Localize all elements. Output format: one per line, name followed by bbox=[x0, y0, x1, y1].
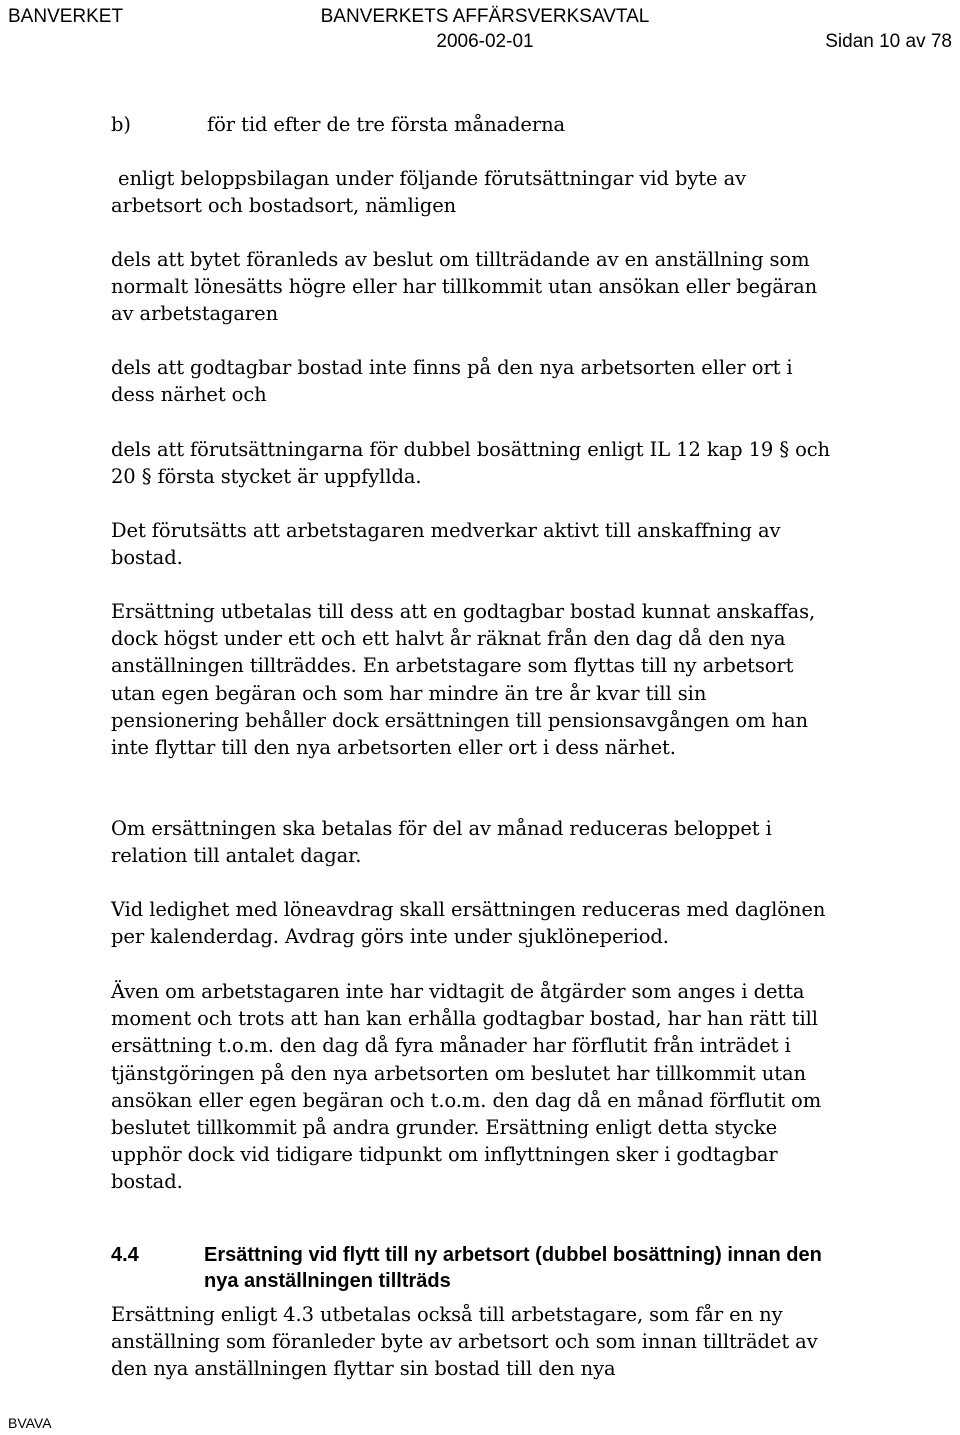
page-header bbox=[8, 4, 952, 54]
list-item-text: för tid efter de tre första månaderna bbox=[207, 113, 566, 136]
paragraph-text: Ersättning utbetalas till dess att en godtagbar bostad kunnat anskaffas, dock högst under ett och ett halvt år räknat från den dag då den nya anställningen tillträddes. En arbetstagare som flyttas till ny arbetsort utan egen begäran och som har mindre än tre år kvar till sin pensionering behåller dock ersättningen till pensionsavgången om han inte flyttar till den nya arbetsorten eller ort i dess närhet. bbox=[111, 600, 816, 760]
header-title: BANVERKETS AFFÄRSVERKSAVTAL bbox=[320, 6, 650, 27]
paragraph-4 bbox=[111, 436, 831, 490]
paragraph-2 bbox=[111, 246, 831, 328]
paragraph-text: Ersättning enligt 4.3 utbetalas också till arbetstagare, som får en ny anställning som föranleder byte av arbetsort och som innan tillträdet av den nya anställningen flyttar sin bostad till den nya bbox=[111, 1303, 818, 1381]
list-item-label: b) bbox=[111, 113, 131, 136]
header-org: BANVERKET bbox=[8, 6, 124, 27]
list-item-b bbox=[111, 111, 831, 138]
page-footer bbox=[8, 1414, 52, 1432]
paragraph-1 bbox=[111, 165, 831, 219]
paragraph-text: Om ersättningen ska betalas för del av månad reduceras beloppet i relation till antalet dagar. bbox=[111, 817, 772, 868]
paragraph-5 bbox=[111, 517, 831, 571]
header-date: 2006-02-01 bbox=[436, 31, 534, 52]
header-center bbox=[285, 4, 685, 54]
paragraph-text: Vid ledighet med löneavdrag skall ersättningen reduceras med daglönen per kalenderdag. Avdrag görs inte under sjuklöneperiod. bbox=[111, 898, 826, 949]
paragraph-text: enligt beloppsbilagan under följande förutsättningar vid byte av arbetsort och bostadsort, nämligen bbox=[111, 167, 747, 218]
paragraph-3 bbox=[111, 354, 831, 408]
paragraph-9 bbox=[111, 978, 831, 1196]
section-paragraph bbox=[111, 1301, 831, 1383]
paragraph-6 bbox=[111, 598, 831, 761]
paragraph-text: dels att godtagbar bostad inte finns på den nya arbetsorten eller ort i dess närhet och bbox=[111, 356, 793, 407]
section-number: 4.4 bbox=[111, 1244, 139, 1266]
header-page-number: Sidan 10 av 78 bbox=[825, 31, 952, 52]
footer-label: BVAVA bbox=[8, 1415, 52, 1431]
paragraph-7 bbox=[111, 815, 831, 869]
paragraph-text: Även om arbetstagaren inte har vidtagit de åtgärder som anges i detta moment och trots att han kan erhålla godtagbar bostad, har han rätt till ersättning t.o.m. den dag då fyra månader har förflutit från inträdet i tjänstgöringen på den nya arbetsorten om beslutet har tillkommit utan ansökan eller egen begäran och t.o.m. den dag då en månad förflutit om beslutet tillkommit på andra grunder. Ersättning enligt detta stycke upphör dock vid tidigare tidpunkt om inflyttningen sker i godtagbar bostad. bbox=[111, 980, 822, 1194]
paragraph-8 bbox=[111, 896, 831, 950]
paragraph-text: dels att bytet föranleds av beslut om tillträdande av en anställning som normalt lönesätts högre eller har tillkommit utan ansökan eller begäran av arbetstagaren bbox=[111, 248, 818, 326]
paragraph-text: Det förutsätts att arbetstagaren medverkar aktivt till anskaffning av bostad. bbox=[111, 519, 781, 570]
section-title: Ersättning vid flytt till ny arbetsort (dubbel bosättning) innan den nya anställningen tillträds bbox=[204, 1244, 822, 1292]
paragraph-text: dels att förutsättningarna för dubbel bosättning enligt IL 12 kap 19 § och 20 § första stycket är uppfyllda. bbox=[111, 438, 830, 489]
